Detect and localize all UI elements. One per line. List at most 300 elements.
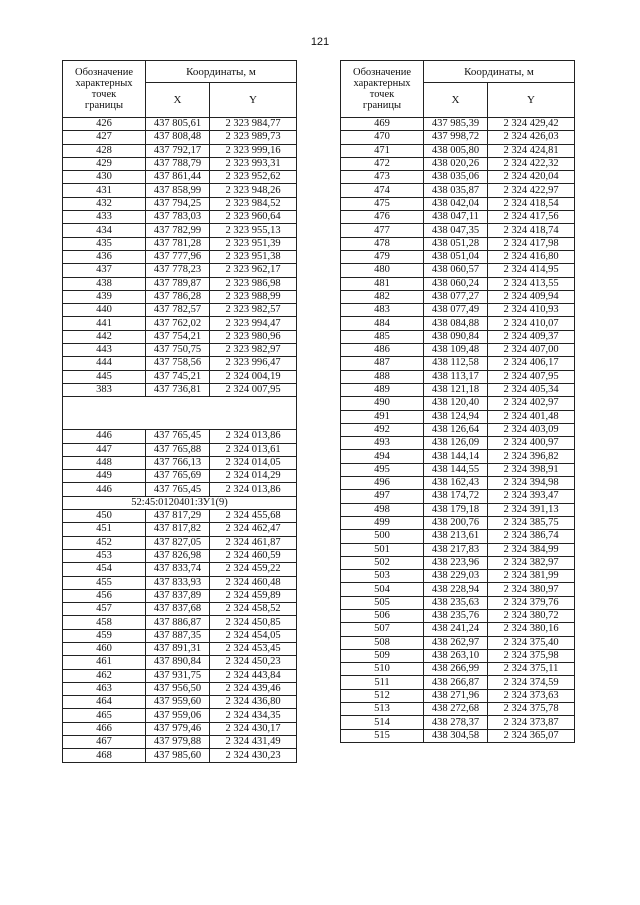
x-coordinate-cell: 437 808,48 [146, 131, 210, 144]
blank-cell [63, 397, 297, 430]
y-coordinate-cell: 2 324 422,32 [488, 157, 575, 170]
table-row [341, 344, 575, 357]
x-coordinate-cell: 437 766,13 [146, 456, 210, 469]
point-number-cell: 473 [341, 171, 424, 184]
table-row [63, 669, 297, 682]
point-number-cell: 496 [341, 477, 424, 490]
table-row [341, 197, 575, 210]
table-row [63, 344, 297, 357]
point-label-line: характерных [75, 78, 133, 89]
x-coordinate-cell: 438 223,96 [424, 556, 488, 569]
y-coordinate-cell: 2 323 986,98 [210, 277, 297, 290]
x-coordinate-cell: 438 174,72 [424, 490, 488, 503]
y-coordinate-cell: 2 324 418,54 [488, 197, 575, 210]
y-coordinate-cell: 2 324 436,80 [210, 696, 297, 709]
table-row [341, 330, 575, 343]
x-coordinate-cell: 438 035,87 [424, 184, 488, 197]
y-coordinate-cell: 2 324 401,48 [488, 410, 575, 423]
x-coordinate-cell: 438 229,03 [424, 570, 488, 583]
x-coordinate-cell: 437 762,02 [146, 317, 210, 330]
y-coordinate-cell: 2 324 461,87 [210, 536, 297, 549]
table-row [63, 563, 297, 576]
point-number-cell: 474 [341, 184, 424, 197]
table-row [63, 709, 297, 722]
y-coordinate-cell: 2 324 380,16 [488, 623, 575, 636]
y-coordinate-cell: 2 324 407,95 [488, 370, 575, 383]
y-coordinate-cell: 2 324 430,23 [210, 749, 297, 762]
point-number-cell: 464 [63, 696, 146, 709]
y-coordinate-cell: 2 323 993,31 [210, 157, 297, 170]
point-number-cell: 500 [341, 530, 424, 543]
point-number-cell: 471 [341, 144, 424, 157]
x-coordinate-cell: 438 213,61 [424, 530, 488, 543]
y-coordinate-cell: 2 324 422,97 [488, 184, 575, 197]
table-row [63, 443, 297, 456]
x-header: X [424, 83, 488, 118]
table-row [341, 450, 575, 463]
x-coordinate-cell: 438 047,35 [424, 224, 488, 237]
point-number-cell: 452 [63, 536, 146, 549]
x-coordinate-cell: 438 304,58 [424, 729, 488, 742]
x-coordinate-cell: 438 060,24 [424, 277, 488, 290]
point-number-cell: 511 [341, 676, 424, 689]
x-header: X [146, 83, 210, 118]
table-row [63, 171, 297, 184]
point-number-cell: 508 [341, 636, 424, 649]
table-row [63, 131, 297, 144]
x-coordinate-cell: 438 005,80 [424, 144, 488, 157]
table-row [63, 250, 297, 263]
point-number-cell: 490 [341, 397, 424, 410]
table-row [63, 197, 297, 210]
table-row [341, 503, 575, 516]
x-coordinate-cell: 437 782,99 [146, 224, 210, 237]
table-row [341, 596, 575, 609]
y-coordinate-cell: 2 324 426,03 [488, 131, 575, 144]
y-coordinate-cell: 2 324 375,40 [488, 636, 575, 649]
point-number-cell: 465 [63, 709, 146, 722]
x-coordinate-cell: 438 263,10 [424, 649, 488, 662]
x-coordinate-cell: 438 047,11 [424, 211, 488, 224]
table-row [341, 224, 575, 237]
table-row [63, 277, 297, 290]
point-number-cell: 430 [63, 171, 146, 184]
x-coordinate-cell: 438 084,88 [424, 317, 488, 330]
point-number-cell: 462 [63, 669, 146, 682]
y-coordinate-cell: 2 324 396,82 [488, 450, 575, 463]
point-number-cell: 475 [341, 197, 424, 210]
x-coordinate-cell: 437 786,28 [146, 290, 210, 303]
table-row [63, 304, 297, 317]
y-coordinate-cell: 2 324 414,95 [488, 264, 575, 277]
point-number-cell: 436 [63, 250, 146, 263]
x-coordinate-cell: 438 035,06 [424, 171, 488, 184]
y-coordinate-cell: 2 324 410,93 [488, 304, 575, 317]
x-coordinate-cell: 438 200,76 [424, 516, 488, 529]
x-coordinate-cell: 437 794,25 [146, 197, 210, 210]
point-label-line: Обозначение [352, 67, 412, 78]
table-row [341, 490, 575, 503]
table-row [341, 304, 575, 317]
x-coordinate-cell: 437 745,21 [146, 370, 210, 383]
table-row [63, 430, 297, 443]
point-number-cell: 468 [63, 749, 146, 762]
x-coordinate-cell: 438 262,97 [424, 636, 488, 649]
y-coordinate-cell: 2 324 439,46 [210, 682, 297, 695]
x-coordinate-cell: 437 979,88 [146, 736, 210, 749]
x-coordinate-cell: 438 121,18 [424, 383, 488, 396]
point-number-cell: 507 [341, 623, 424, 636]
point-number-cell: 494 [341, 450, 424, 463]
point-number-cell: 432 [63, 197, 146, 210]
point-number-cell: 453 [63, 549, 146, 562]
y-coordinate-cell: 2 324 429,42 [488, 118, 575, 131]
y-coordinate-cell: 2 324 013,86 [210, 430, 297, 443]
y-coordinate-cell: 2 324 406,17 [488, 357, 575, 370]
table-row [341, 290, 575, 303]
point-number-cell: 501 [341, 543, 424, 556]
table-row [341, 370, 575, 383]
coordinates-table-right [340, 60, 575, 743]
y-coordinate-cell: 2 324 460,59 [210, 549, 297, 562]
table-row [63, 603, 297, 616]
table-body-right [341, 118, 575, 743]
x-coordinate-cell: 437 805,61 [146, 118, 210, 131]
point-number-cell: 489 [341, 383, 424, 396]
y-coordinate-cell: 2 323 982,97 [210, 344, 297, 357]
section-title: 52:45:0120401:ЗУ1(9) [63, 496, 297, 509]
x-coordinate-cell: 438 266,99 [424, 663, 488, 676]
table-row [63, 629, 297, 642]
point-label-header [341, 61, 424, 118]
x-coordinate-cell: 438 060,57 [424, 264, 488, 277]
coordinates-header: Координаты, м [146, 61, 297, 83]
y-coordinate-cell: 2 323 988,99 [210, 290, 297, 303]
point-number-cell: 383 [63, 383, 146, 396]
point-number-cell: 447 [63, 443, 146, 456]
y-coordinate-cell: 2 324 373,87 [488, 716, 575, 729]
point-number-cell: 513 [341, 703, 424, 716]
point-number-cell: 466 [63, 722, 146, 735]
x-coordinate-cell: 437 765,69 [146, 470, 210, 483]
x-coordinate-cell: 438 051,04 [424, 250, 488, 263]
y-coordinate-cell: 2 324 386,74 [488, 530, 575, 543]
table-row [341, 131, 575, 144]
table-row [63, 536, 297, 549]
table-row [63, 576, 297, 589]
y-coordinate-cell: 2 324 400,97 [488, 437, 575, 450]
y-coordinate-cell: 2 324 416,80 [488, 250, 575, 263]
point-number-cell: 459 [63, 629, 146, 642]
y-header: Y [210, 83, 297, 118]
table-row [63, 722, 297, 735]
x-coordinate-cell: 438 144,14 [424, 450, 488, 463]
x-coordinate-cell: 437 890,84 [146, 656, 210, 669]
table-row [63, 144, 297, 157]
x-coordinate-cell: 438 266,87 [424, 676, 488, 689]
table-row [341, 250, 575, 263]
point-number-cell: 483 [341, 304, 424, 317]
table-row [63, 383, 297, 396]
point-number-cell: 440 [63, 304, 146, 317]
point-number-cell: 441 [63, 317, 146, 330]
point-number-cell: 456 [63, 589, 146, 602]
x-coordinate-cell: 438 109,48 [424, 344, 488, 357]
table-body-left [63, 118, 297, 763]
point-number-cell: 485 [341, 330, 424, 343]
table-row [63, 370, 297, 383]
table-row [341, 583, 575, 596]
x-coordinate-cell: 437 783,03 [146, 211, 210, 224]
y-coordinate-cell: 2 324 365,07 [488, 729, 575, 742]
y-coordinate-cell: 2 324 380,97 [488, 583, 575, 596]
x-coordinate-cell: 438 126,64 [424, 423, 488, 436]
y-coordinate-cell: 2 324 407,00 [488, 344, 575, 357]
y-coordinate-cell: 2 324 403,09 [488, 423, 575, 436]
x-coordinate-cell: 438 179,18 [424, 503, 488, 516]
y-coordinate-cell: 2 324 409,94 [488, 290, 575, 303]
y-coordinate-cell: 2 324 394,98 [488, 477, 575, 490]
table-row [341, 530, 575, 543]
point-label-line: точек [91, 89, 117, 100]
x-coordinate-cell: 437 891,31 [146, 642, 210, 655]
table-row [63, 483, 297, 496]
y-coordinate-cell: 2 324 393,47 [488, 490, 575, 503]
y-coordinate-cell: 2 324 443,84 [210, 669, 297, 682]
x-coordinate-cell: 437 837,68 [146, 603, 210, 616]
table-row [63, 317, 297, 330]
point-number-cell: 480 [341, 264, 424, 277]
y-coordinate-cell: 2 324 374,59 [488, 676, 575, 689]
y-coordinate-cell: 2 324 455,68 [210, 510, 297, 523]
y-coordinate-cell: 2 324 398,91 [488, 463, 575, 476]
table-row [341, 357, 575, 370]
point-number-cell: 426 [63, 118, 146, 131]
point-number-cell: 428 [63, 144, 146, 157]
point-number-cell: 463 [63, 682, 146, 695]
table-row [341, 609, 575, 622]
y-coordinate-cell: 2 323 984,52 [210, 197, 297, 210]
y-coordinate-cell: 2 324 460,48 [210, 576, 297, 589]
x-coordinate-cell: 438 162,43 [424, 477, 488, 490]
x-coordinate-cell: 438 051,28 [424, 237, 488, 250]
y-coordinate-cell: 2 324 384,99 [488, 543, 575, 556]
point-number-cell: 458 [63, 616, 146, 629]
x-coordinate-cell: 438 278,37 [424, 716, 488, 729]
point-number-cell: 444 [63, 357, 146, 370]
y-coordinate-cell: 2 323 948,26 [210, 184, 297, 197]
point-label-line: границы [362, 100, 402, 111]
x-coordinate-cell: 437 931,75 [146, 669, 210, 682]
point-number-cell: 460 [63, 642, 146, 655]
table-row [341, 171, 575, 184]
point-number-cell: 499 [341, 516, 424, 529]
y-coordinate-cell: 2 324 402,97 [488, 397, 575, 410]
table-row [63, 290, 297, 303]
y-coordinate-cell: 2 324 385,75 [488, 516, 575, 529]
point-number-cell: 510 [341, 663, 424, 676]
y-header: Y [488, 83, 575, 118]
point-number-cell: 477 [341, 224, 424, 237]
point-number-cell: 503 [341, 570, 424, 583]
x-coordinate-cell: 438 113,17 [424, 370, 488, 383]
point-number-cell: 488 [341, 370, 424, 383]
y-coordinate-cell: 2 324 417,98 [488, 237, 575, 250]
y-coordinate-cell: 2 324 417,56 [488, 211, 575, 224]
y-coordinate-cell: 2 324 405,34 [488, 383, 575, 396]
x-coordinate-cell: 437 817,82 [146, 523, 210, 536]
y-coordinate-cell: 2 324 459,22 [210, 563, 297, 576]
point-number-cell: 509 [341, 649, 424, 662]
point-number-cell: 514 [341, 716, 424, 729]
table-row [63, 656, 297, 669]
point-number-cell: 467 [63, 736, 146, 749]
point-number-cell: 493 [341, 437, 424, 450]
y-coordinate-cell: 2 323 994,47 [210, 317, 297, 330]
table-row [341, 397, 575, 410]
x-coordinate-cell: 437 833,74 [146, 563, 210, 576]
point-number-cell: 478 [341, 237, 424, 250]
point-number-cell: 435 [63, 237, 146, 250]
y-coordinate-cell: 2 324 380,72 [488, 609, 575, 622]
table-row [63, 211, 297, 224]
y-coordinate-cell: 2 323 980,96 [210, 330, 297, 343]
table-row [63, 456, 297, 469]
y-coordinate-cell: 2 324 375,98 [488, 649, 575, 662]
x-coordinate-cell: 437 887,35 [146, 629, 210, 642]
table-row [341, 689, 575, 702]
y-coordinate-cell: 2 324 014,29 [210, 470, 297, 483]
x-coordinate-cell: 437 837,89 [146, 589, 210, 602]
x-coordinate-cell: 438 235,76 [424, 609, 488, 622]
point-number-cell: 479 [341, 250, 424, 263]
x-coordinate-cell: 438 112,58 [424, 357, 488, 370]
x-coordinate-cell: 437 833,93 [146, 576, 210, 589]
point-label-line: Обозначение [74, 67, 134, 78]
y-coordinate-cell: 2 323 984,77 [210, 118, 297, 131]
point-number-cell: 481 [341, 277, 424, 290]
point-number-cell: 449 [63, 470, 146, 483]
table-row [341, 716, 575, 729]
point-number-cell: 439 [63, 290, 146, 303]
table-row [341, 383, 575, 396]
point-number-cell: 491 [341, 410, 424, 423]
y-coordinate-cell: 2 324 458,52 [210, 603, 297, 616]
x-coordinate-cell: 438 124,94 [424, 410, 488, 423]
point-number-cell: 442 [63, 330, 146, 343]
y-coordinate-cell: 2 324 453,45 [210, 642, 297, 655]
table-row [341, 423, 575, 436]
x-coordinate-cell: 437 959,06 [146, 709, 210, 722]
table-row [63, 510, 297, 523]
point-number-cell: 512 [341, 689, 424, 702]
x-coordinate-cell: 437 792,17 [146, 144, 210, 157]
point-number-cell: 502 [341, 556, 424, 569]
x-coordinate-cell: 437 817,29 [146, 510, 210, 523]
point-number-cell: 461 [63, 656, 146, 669]
x-coordinate-cell: 437 998,72 [424, 131, 488, 144]
table-row [341, 663, 575, 676]
table-row [63, 157, 297, 170]
y-coordinate-cell: 2 323 952,62 [210, 171, 297, 184]
y-coordinate-cell: 2 324 431,49 [210, 736, 297, 749]
point-number-cell: 515 [341, 729, 424, 742]
point-number-cell: 504 [341, 583, 424, 596]
x-coordinate-cell: 438 241,24 [424, 623, 488, 636]
x-coordinate-cell: 437 788,79 [146, 157, 210, 170]
point-number-cell: 450 [63, 510, 146, 523]
x-coordinate-cell: 438 235,63 [424, 596, 488, 609]
table-row [341, 317, 575, 330]
x-coordinate-cell: 438 090,84 [424, 330, 488, 343]
y-coordinate-cell: 2 323 982,57 [210, 304, 297, 317]
table-row [341, 556, 575, 569]
y-coordinate-cell: 2 324 373,63 [488, 689, 575, 702]
table-row [63, 642, 297, 655]
y-coordinate-cell: 2 324 013,86 [210, 483, 297, 496]
table-row [341, 118, 575, 131]
y-coordinate-cell: 2 324 413,55 [488, 277, 575, 290]
table-row [63, 549, 297, 562]
table-row [63, 224, 297, 237]
x-coordinate-cell: 437 778,23 [146, 264, 210, 277]
y-coordinate-cell: 2 324 391,13 [488, 503, 575, 516]
x-coordinate-cell: 438 144,55 [424, 463, 488, 476]
table-row [341, 237, 575, 250]
y-coordinate-cell: 2 324 454,05 [210, 629, 297, 642]
x-coordinate-cell: 437 985,39 [424, 118, 488, 131]
table-row [341, 623, 575, 636]
x-coordinate-cell: 438 272,68 [424, 703, 488, 716]
point-number-cell: 433 [63, 211, 146, 224]
y-coordinate-cell: 2 324 430,17 [210, 722, 297, 735]
table-row [63, 523, 297, 536]
y-coordinate-cell: 2 324 450,23 [210, 656, 297, 669]
point-number-cell: 498 [341, 503, 424, 516]
point-number-cell: 472 [341, 157, 424, 170]
table-row [63, 736, 297, 749]
table-row [341, 636, 575, 649]
y-coordinate-cell: 2 324 420,04 [488, 171, 575, 184]
table-row [63, 470, 297, 483]
point-number-cell: 443 [63, 344, 146, 357]
point-number-cell: 445 [63, 370, 146, 383]
point-number-cell: 446 [63, 430, 146, 443]
point-number-cell: 455 [63, 576, 146, 589]
table-row [63, 357, 297, 370]
table-row [341, 649, 575, 662]
x-coordinate-cell: 438 271,96 [424, 689, 488, 702]
x-coordinate-cell: 437 765,88 [146, 443, 210, 456]
point-number-cell: 431 [63, 184, 146, 197]
point-number-cell: 451 [63, 523, 146, 536]
x-coordinate-cell: 437 765,45 [146, 483, 210, 496]
y-coordinate-cell: 2 324 007,95 [210, 383, 297, 396]
y-coordinate-cell: 2 323 951,39 [210, 237, 297, 250]
x-coordinate-cell: 437 736,81 [146, 383, 210, 396]
x-coordinate-cell: 438 077,27 [424, 290, 488, 303]
point-label-line: границы [84, 100, 124, 111]
point-number-cell: 470 [341, 131, 424, 144]
x-coordinate-cell: 437 750,75 [146, 344, 210, 357]
point-number-cell: 446 [63, 483, 146, 496]
table-row [63, 330, 297, 343]
table-row [63, 237, 297, 250]
x-coordinate-cell: 438 077,49 [424, 304, 488, 317]
y-coordinate-cell: 2 324 424,81 [488, 144, 575, 157]
y-coordinate-cell: 2 324 382,97 [488, 556, 575, 569]
y-coordinate-cell: 2 324 418,74 [488, 224, 575, 237]
